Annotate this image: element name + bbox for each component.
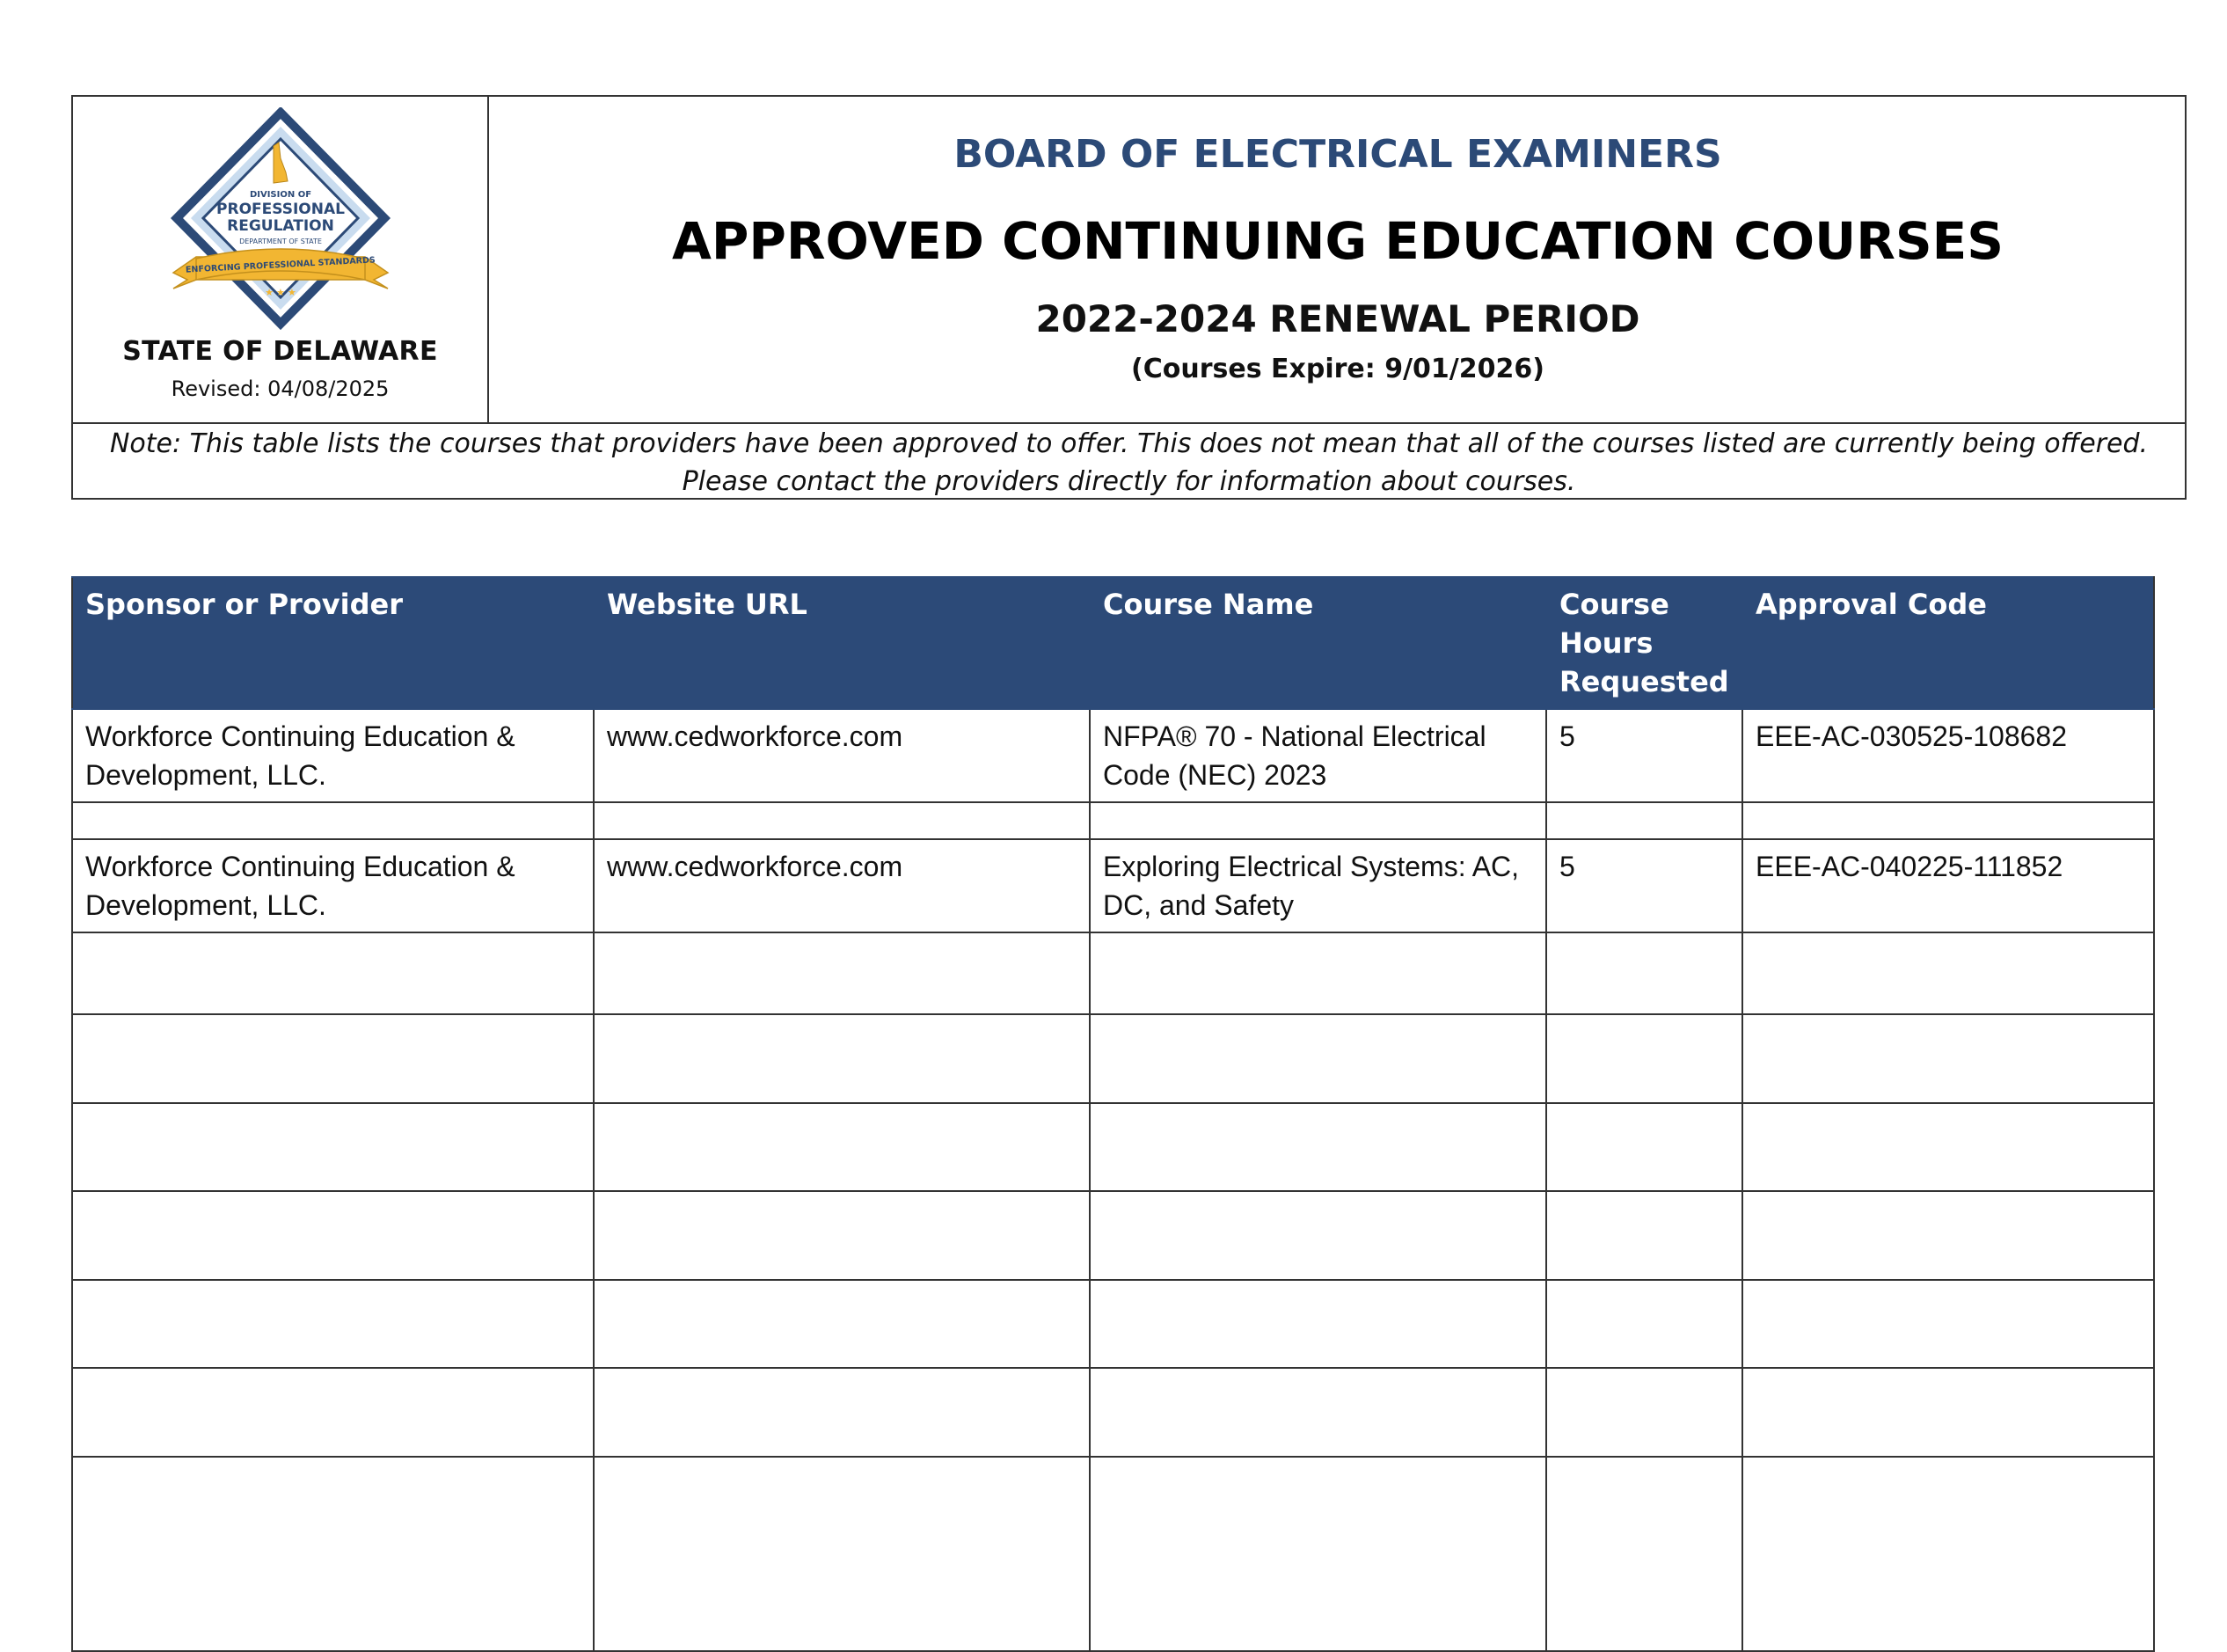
empty-cell bbox=[72, 1368, 594, 1457]
column-header-sponsor: Sponsor or Provider bbox=[72, 577, 594, 709]
column-header-url: Website URL bbox=[594, 577, 1090, 709]
table-row-empty bbox=[72, 802, 2154, 839]
logo-line1: PROFESSIONAL bbox=[216, 201, 345, 218]
empty-cell bbox=[1742, 1191, 2154, 1280]
column-header-course: Course Name bbox=[1090, 577, 1546, 709]
cell-url[interactable]: www.cedworkforce.com bbox=[594, 709, 1090, 802]
empty-cell bbox=[1546, 1014, 1742, 1103]
logo-top-line: DIVISION OF bbox=[249, 190, 312, 200]
empty-cell bbox=[594, 932, 1090, 1014]
cell-course: NFPA® 70 - National Electrical Code (NEC) 2023 bbox=[1090, 709, 1546, 802]
empty-cell bbox=[1546, 1191, 1742, 1280]
empty-cell bbox=[1090, 1103, 1546, 1191]
empty-cell bbox=[594, 1457, 1090, 1651]
empty-cell bbox=[594, 1103, 1090, 1191]
cell-hours: 5 bbox=[1546, 839, 1742, 932]
page-title: APPROVED CONTINUING EDUCATION COURSES bbox=[671, 211, 2004, 271]
table-row-empty bbox=[72, 1191, 2154, 1280]
empty-cell bbox=[594, 802, 1090, 839]
empty-cell bbox=[1546, 802, 1742, 839]
state-name: STATE OF DELAWARE bbox=[122, 336, 438, 367]
table-row bbox=[72, 839, 2154, 932]
column-header-hours: Course Hours Requested bbox=[1546, 577, 1742, 709]
empty-cell bbox=[72, 1191, 594, 1280]
empty-cell bbox=[1090, 1457, 1546, 1651]
empty-cell bbox=[1546, 932, 1742, 1014]
table-row-empty bbox=[72, 1014, 2154, 1103]
empty-cell bbox=[1090, 932, 1546, 1014]
empty-cell bbox=[72, 802, 594, 839]
empty-cell bbox=[594, 1368, 1090, 1457]
empty-cell bbox=[1742, 1368, 2154, 1457]
table-row bbox=[72, 709, 2154, 802]
empty-cell bbox=[72, 1457, 594, 1651]
empty-cell bbox=[594, 1014, 1090, 1103]
cell-course: Exploring Electrical Systems: AC, DC, and Safety bbox=[1090, 839, 1546, 932]
table-row-empty bbox=[72, 1280, 2154, 1368]
empty-cell bbox=[594, 1191, 1090, 1280]
cell-hours: 5 bbox=[1546, 709, 1742, 802]
empty-cell bbox=[72, 1280, 594, 1368]
board-name: BOARD OF ELECTRICAL EXAMINERS bbox=[953, 132, 1722, 177]
empty-cell bbox=[1742, 1014, 2154, 1103]
empty-cell bbox=[1546, 1368, 1742, 1457]
revised-date: Revised: 04/08/2025 bbox=[171, 376, 390, 401]
empty-cell bbox=[1742, 932, 2154, 1014]
table-row-empty bbox=[72, 1457, 2154, 1651]
column-header-code: Approval Code bbox=[1742, 577, 2154, 709]
cell-sponsor: Workforce Continuing Education & Development, LLC. bbox=[72, 709, 594, 802]
courses-expire: (Courses Expire: 9/01/2026) bbox=[1131, 354, 1544, 384]
cell-url[interactable]: www.cedworkforce.com bbox=[594, 839, 1090, 932]
table-header-row bbox=[72, 577, 2154, 709]
empty-cell bbox=[1090, 1280, 1546, 1368]
empty-cell bbox=[1090, 1368, 1546, 1457]
cell-sponsor: Workforce Continuing Education & Development, LLC. bbox=[72, 839, 594, 932]
empty-cell bbox=[594, 1280, 1090, 1368]
logo-dept: DEPARTMENT OF STATE bbox=[239, 238, 322, 245]
note-line-1: Note: This table lists the courses that providers have been approved to offer. This does not mean that all of the courses listed are currently being offered. bbox=[109, 428, 2149, 459]
logo-ribbon-text: ENFORCING PROFESSIONAL STANDARDS bbox=[185, 255, 376, 275]
division-of-professional-regulation-seal bbox=[170, 107, 391, 338]
empty-cell bbox=[72, 932, 594, 1014]
logo-line2: REGULATION bbox=[227, 217, 334, 235]
cell-code: EEE-AC-030525-108682 bbox=[1742, 709, 2154, 802]
empty-cell bbox=[1742, 1103, 2154, 1191]
header-box bbox=[71, 95, 2187, 500]
empty-cell bbox=[72, 1103, 594, 1191]
table-row-empty bbox=[72, 932, 2154, 1014]
empty-cell bbox=[1546, 1103, 1742, 1191]
stars-icon: ★ ★ ★ bbox=[265, 288, 296, 298]
empty-cell bbox=[72, 1014, 594, 1103]
empty-cell bbox=[1090, 1014, 1546, 1103]
empty-cell bbox=[1090, 802, 1546, 839]
courses-table bbox=[71, 576, 2155, 1652]
note bbox=[73, 422, 2185, 500]
empty-cell bbox=[1742, 1280, 2154, 1368]
renewal-period: 2022-2024 RENEWAL PERIOD bbox=[1035, 297, 1640, 340]
empty-cell bbox=[1546, 1280, 1742, 1368]
note-line-2: Please contact the providers directly for information about courses. bbox=[682, 466, 1576, 497]
title-cell bbox=[489, 97, 2187, 422]
empty-cell bbox=[1742, 802, 2154, 839]
cell-code: EEE-AC-040225-111852 bbox=[1742, 839, 2154, 932]
logo-cell bbox=[73, 97, 489, 422]
table-row-empty bbox=[72, 1103, 2154, 1191]
table-row-empty bbox=[72, 1368, 2154, 1457]
empty-cell bbox=[1546, 1457, 1742, 1651]
empty-cell bbox=[1090, 1191, 1546, 1280]
empty-cell bbox=[1742, 1457, 2154, 1651]
